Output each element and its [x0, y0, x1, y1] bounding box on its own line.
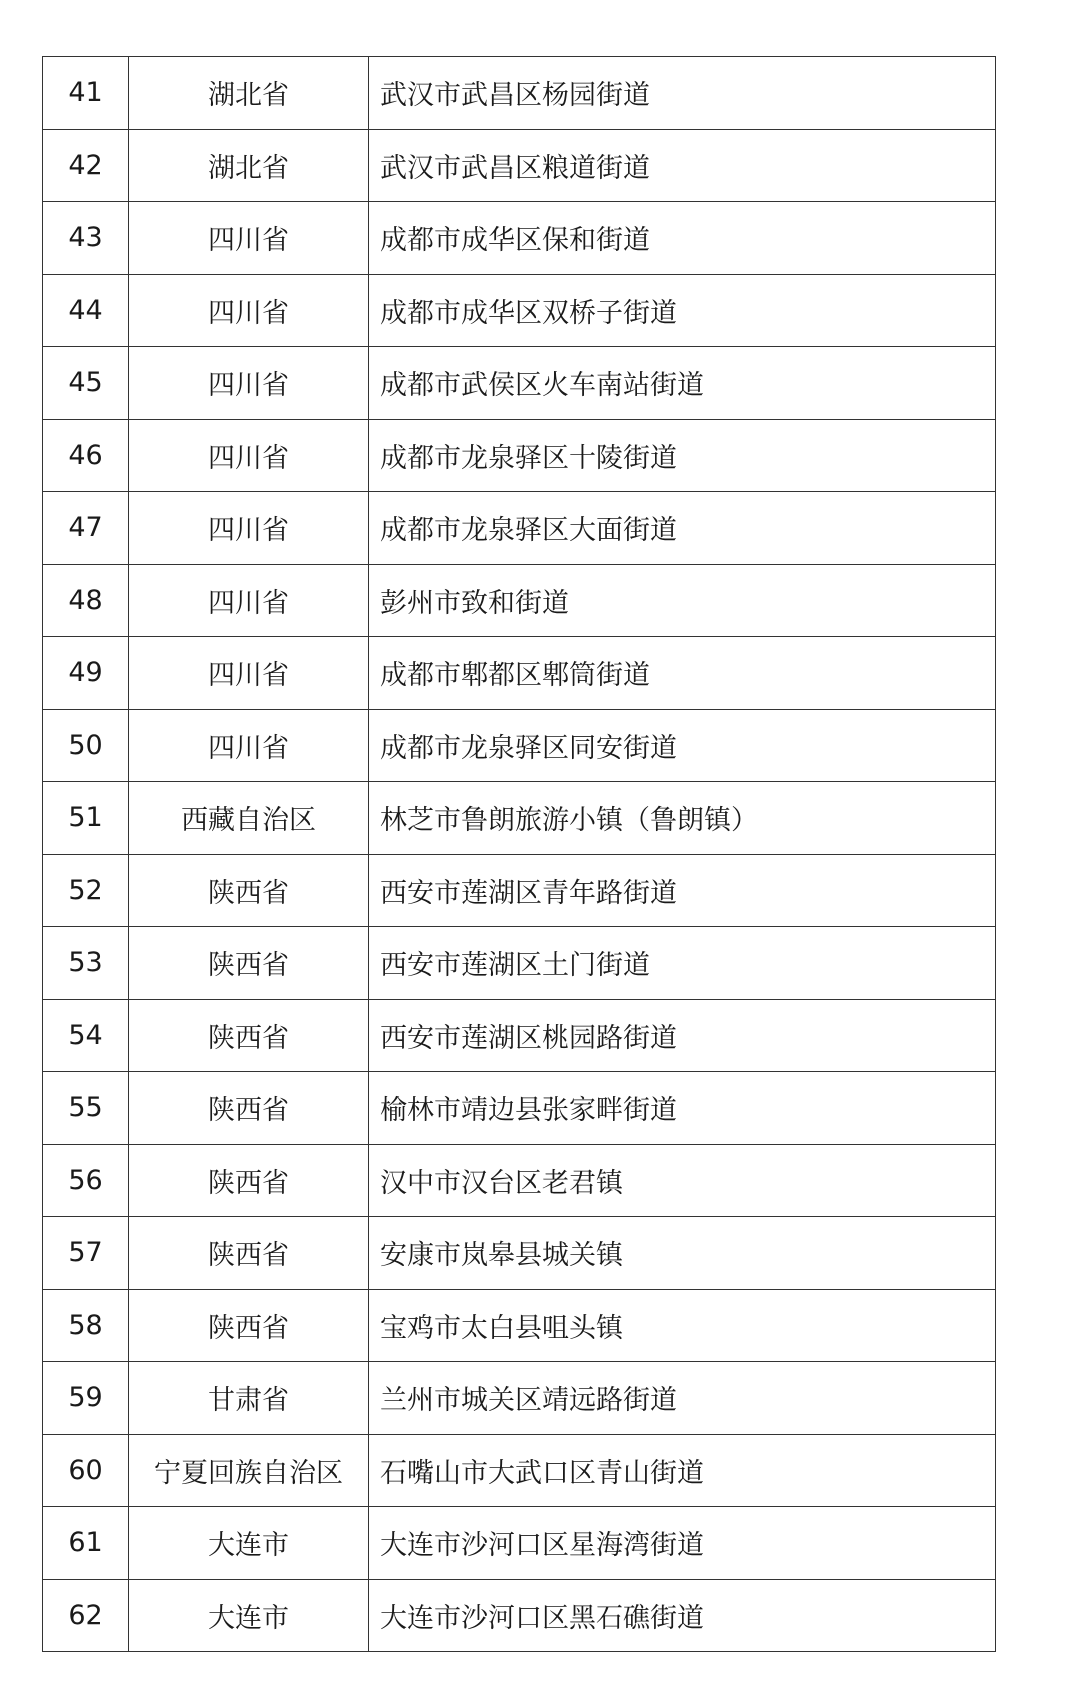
province-cell: 四川省 [129, 564, 369, 637]
location-cell: 石嘴山市大武口区青山街道 [369, 1434, 996, 1507]
location-cell: 成都市武侯区火车南站街道 [369, 347, 996, 420]
location-cell: 成都市郫都区郫筒街道 [369, 637, 996, 710]
row-number: 48 [43, 564, 129, 637]
table-row [43, 419, 996, 492]
province-cell: 四川省 [129, 202, 369, 275]
row-number: 58 [43, 1289, 129, 1362]
table-row [43, 1579, 996, 1652]
province-cell: 甘肃省 [129, 1362, 369, 1435]
row-number: 46 [43, 419, 129, 492]
row-number: 50 [43, 709, 129, 782]
table-row [43, 1217, 996, 1290]
row-number: 55 [43, 1072, 129, 1145]
location-cell: 成都市龙泉驿区十陵街道 [369, 419, 996, 492]
province-cell: 大连市 [129, 1507, 369, 1580]
location-cell: 成都市成华区双桥子街道 [369, 274, 996, 347]
row-number: 47 [43, 492, 129, 565]
table-row [43, 782, 996, 855]
province-cell: 四川省 [129, 347, 369, 420]
table-row [43, 1144, 996, 1217]
row-number: 43 [43, 202, 129, 275]
location-cell: 武汉市武昌区杨园街道 [369, 57, 996, 130]
location-cell: 宝鸡市太白县咀头镇 [369, 1289, 996, 1362]
province-cell: 宁夏回族自治区 [129, 1434, 369, 1507]
province-cell: 四川省 [129, 419, 369, 492]
table-row [43, 1289, 996, 1362]
location-cell: 成都市成华区保和街道 [369, 202, 996, 275]
location-cell: 林芝市鲁朗旅游小镇（鲁朗镇） [369, 782, 996, 855]
row-number: 54 [43, 999, 129, 1072]
location-cell: 安康市岚皋县城关镇 [369, 1217, 996, 1290]
location-cell: 武汉市武昌区粮道街道 [369, 129, 996, 202]
row-number: 57 [43, 1217, 129, 1290]
province-cell: 大连市 [129, 1579, 369, 1652]
location-cell: 大连市沙河口区星海湾街道 [369, 1507, 996, 1580]
location-cell: 成都市龙泉驿区大面街道 [369, 492, 996, 565]
province-cell: 陕西省 [129, 999, 369, 1072]
table-row [43, 1362, 996, 1435]
table-row [43, 1507, 996, 1580]
location-cell: 西安市莲湖区桃园路街道 [369, 999, 996, 1072]
table-row [43, 347, 996, 420]
table-row [43, 274, 996, 347]
table-row [43, 202, 996, 275]
province-cell: 四川省 [129, 709, 369, 782]
table-row [43, 637, 996, 710]
province-cell: 湖北省 [129, 57, 369, 130]
location-table [42, 56, 996, 1652]
province-cell: 陕西省 [129, 1289, 369, 1362]
province-cell: 湖北省 [129, 129, 369, 202]
row-number: 56 [43, 1144, 129, 1217]
table-row [43, 129, 996, 202]
table-row [43, 1072, 996, 1145]
table-row [43, 57, 996, 130]
row-number: 41 [43, 57, 129, 130]
province-cell: 陕西省 [129, 1072, 369, 1145]
province-cell: 陕西省 [129, 1217, 369, 1290]
table-row [43, 492, 996, 565]
location-cell: 西安市莲湖区青年路街道 [369, 854, 996, 927]
row-number: 51 [43, 782, 129, 855]
province-cell: 四川省 [129, 637, 369, 710]
province-cell: 陕西省 [129, 1144, 369, 1217]
row-number: 45 [43, 347, 129, 420]
row-number: 44 [43, 274, 129, 347]
table-body [43, 57, 996, 1652]
province-cell: 陕西省 [129, 927, 369, 1000]
row-number: 49 [43, 637, 129, 710]
province-cell: 四川省 [129, 492, 369, 565]
province-cell: 四川省 [129, 274, 369, 347]
location-cell: 大连市沙河口区黑石礁街道 [369, 1579, 996, 1652]
table-row [43, 854, 996, 927]
location-cell: 西安市莲湖区土门街道 [369, 927, 996, 1000]
table-row [43, 927, 996, 1000]
location-cell: 汉中市汉台区老君镇 [369, 1144, 996, 1217]
province-cell: 西藏自治区 [129, 782, 369, 855]
row-number: 62 [43, 1579, 129, 1652]
row-number: 59 [43, 1362, 129, 1435]
row-number: 61 [43, 1507, 129, 1580]
province-cell: 陕西省 [129, 854, 369, 927]
location-cell: 兰州市城关区靖远路街道 [369, 1362, 996, 1435]
table-row [43, 564, 996, 637]
table-row [43, 709, 996, 782]
row-number: 60 [43, 1434, 129, 1507]
table-row [43, 999, 996, 1072]
row-number: 42 [43, 129, 129, 202]
location-cell: 榆林市靖边县张家畔街道 [369, 1072, 996, 1145]
row-number: 53 [43, 927, 129, 1000]
location-cell: 成都市龙泉驿区同安街道 [369, 709, 996, 782]
location-cell: 彭州市致和街道 [369, 564, 996, 637]
row-number: 52 [43, 854, 129, 927]
table-row [43, 1434, 996, 1507]
